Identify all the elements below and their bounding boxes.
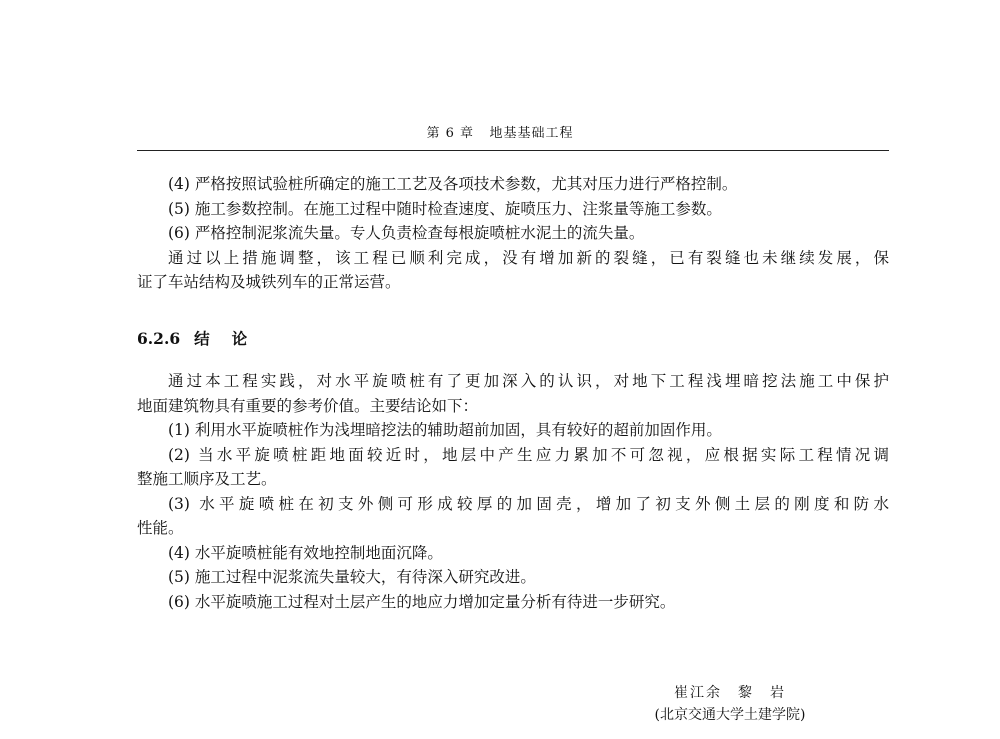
intro-paragraph-line-1: 通过本工程实践，对水平旋喷桩有了更加深入的认识，对地下工程浅埋暗挖法施工中保护: [168, 372, 889, 390]
conclusions-block: [137, 369, 889, 614]
section-title: 结论: [194, 329, 270, 348]
conclusion-item-2-line-1: (2) 当水平旋喷桩距地面较近时，地层中产生应力累加不可忽视，应根据实际工程情况调: [168, 445, 889, 464]
author-affiliation: (北京交通大学土建学院): [654, 707, 806, 723]
conclusion-item-3-line-2: 性能。: [137, 519, 184, 537]
author-byline: [600, 682, 860, 726]
chapter-number: 第 6 章: [426, 126, 475, 141]
measure-item-5: (5) 施工参数控制。在施工过程中随时检查速度、旋喷压力、注浆量等施工参数。: [168, 199, 722, 218]
conclusion-item-2-line-2: 整施工顺序及工艺。: [137, 470, 277, 488]
conclusion-item-5: (5) 施工过程中泥浆流失量较大，有待深入研究改进。: [168, 568, 536, 586]
conclusion-item-4: (4) 水平旋喷桩能有效地控制地面沉降。: [168, 543, 443, 562]
header-rule: [137, 150, 889, 151]
measure-item-4: (4) 严格按照试验桩所确定的施工工艺及各项技术参数，尤其对压力进行严格控制。: [168, 175, 738, 193]
conclusion-item-3-line-1: (3) 水平旋喷桩在初支外侧可形成较厚的加固壳，增加了初支外侧土层的刚度和防水: [168, 494, 889, 513]
section-number: 6.2.6: [137, 329, 181, 348]
running-header: [0, 126, 1000, 142]
conclusion-item-1: (1) 利用水平旋喷桩作为浅埋暗挖法的辅助超前加固，具有较好的超前加固作用。: [168, 421, 722, 439]
author-names: 崔江余 黎 岩: [674, 685, 786, 701]
measure-item-6: (6) 严格控制泥浆流失量。专人负责检查每根旋喷桩水泥土的流失量。: [168, 224, 645, 242]
intro-paragraph-line-2: 地面建筑物具有重要的参考价值。主要结论如下：: [137, 396, 479, 415]
conclusion-item-6: (6) 水平旋喷施工过程对土层产生的地应力增加定量分析有待进一步研究。: [168, 592, 676, 611]
measures-block: [137, 172, 889, 295]
chapter-title: 地基基础工程: [489, 126, 574, 141]
summary-paragraph-line-2: 证了车站结构及城铁列车的正常运营。: [137, 273, 401, 291]
summary-paragraph-line-1: 通过以上措施调整，该工程已顺利完成，没有增加新的裂缝，已有裂缝也未继续发展，保: [168, 248, 889, 267]
section-heading: [137, 327, 269, 351]
